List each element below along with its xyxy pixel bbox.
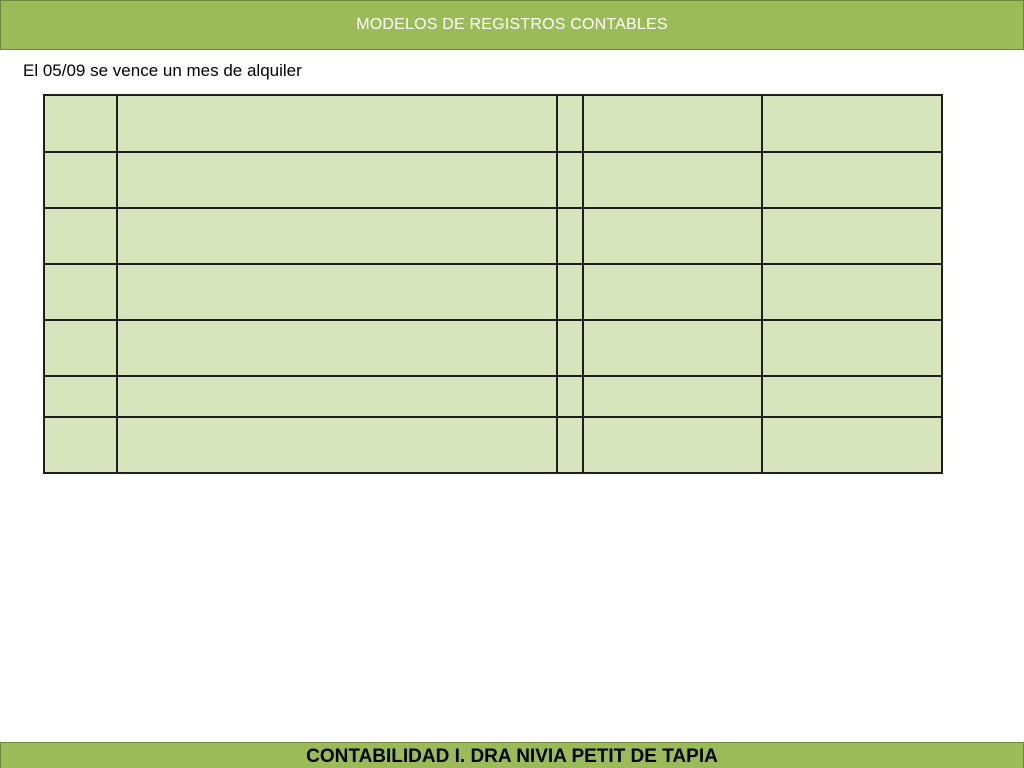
- date-cell: [44, 320, 117, 376]
- account-cell: [117, 95, 557, 152]
- credit-cell: [762, 320, 942, 376]
- debit-cell: [583, 95, 762, 152]
- entry-description: El 05/09 se vence un mes de alquiler: [23, 61, 302, 80]
- credit-cell: [762, 417, 942, 473]
- debit-cell: [583, 264, 762, 320]
- debit-cell: [583, 376, 762, 417]
- page-title: MODELOS DE REGISTROS CONTABLES: [356, 16, 668, 33]
- header-bar: [0, 0, 1024, 50]
- account-cell: [117, 264, 557, 320]
- account-cell: [117, 417, 557, 473]
- table-row: [44, 320, 942, 376]
- folio-cell: [557, 320, 583, 376]
- account-cell: [117, 320, 557, 376]
- date-cell: [44, 264, 117, 320]
- table-row: [44, 95, 942, 152]
- folio-cell: [557, 95, 583, 152]
- debit-cell: [583, 417, 762, 473]
- folio-cell: [557, 208, 583, 264]
- footer-bar: [0, 742, 1024, 768]
- ledger-table: [43, 94, 943, 474]
- credit-cell: [762, 208, 942, 264]
- folio-cell: [557, 264, 583, 320]
- table-row: [44, 417, 942, 473]
- footer-credit: CONTABILIDAD I. DRA NIVIA PETIT DE TAPIA: [306, 746, 718, 767]
- debit-cell: [583, 152, 762, 208]
- folio-cell: [557, 417, 583, 473]
- table-row: [44, 152, 942, 208]
- debit-cell: [583, 320, 762, 376]
- credit-cell: [762, 264, 942, 320]
- account-cell: [117, 208, 557, 264]
- date-cell: [44, 95, 117, 152]
- credit-cell: [762, 152, 942, 208]
- date-cell: [44, 376, 117, 417]
- debit-cell: [583, 208, 762, 264]
- table-row: [44, 376, 942, 417]
- date-cell: [44, 417, 117, 473]
- date-cell: [44, 152, 117, 208]
- credit-cell: [762, 95, 942, 152]
- account-cell: [117, 376, 557, 417]
- date-cell: [44, 208, 117, 264]
- account-cell: [117, 152, 557, 208]
- folio-cell: [557, 376, 583, 417]
- folio-cell: [557, 152, 583, 208]
- table-row: [44, 208, 942, 264]
- credit-cell: [762, 376, 942, 417]
- table-row: [44, 264, 942, 320]
